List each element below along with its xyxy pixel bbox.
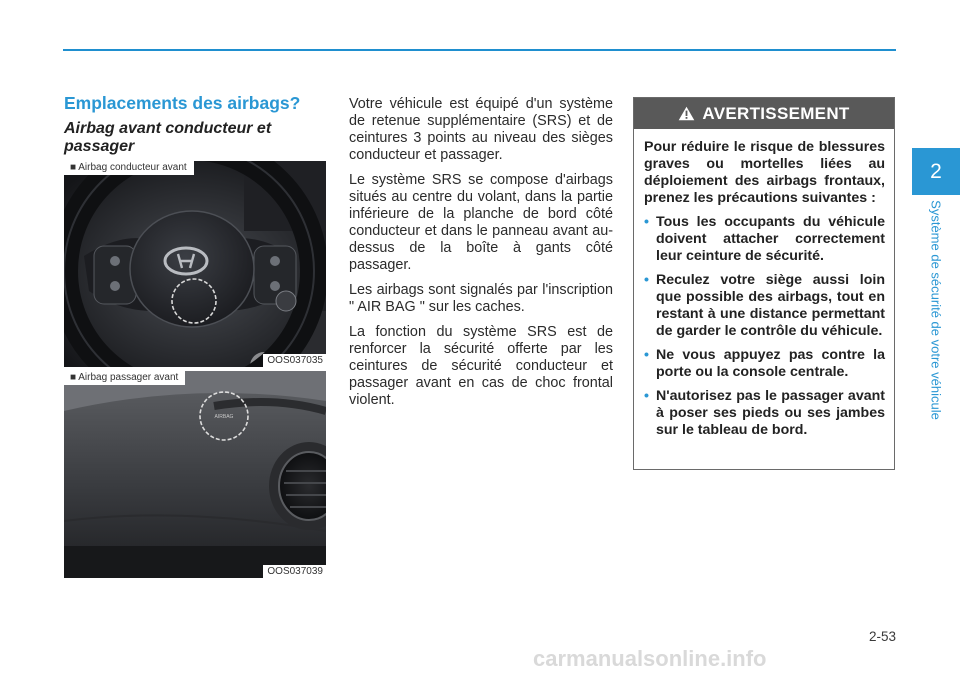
page-number: 2-53 <box>868 629 896 644</box>
figure-code: OOS037035 <box>263 354 326 367</box>
body-paragraph: Votre véhicule est équipé d'un système de retenue supplémentaire (SRS) et de ceintures 3 points au niveau des sièges conducteur et passager. <box>349 96 613 163</box>
driver-airbag-photo <box>64 161 326 367</box>
warning-box <box>633 97 895 470</box>
section-title: Emplacements des airbags? <box>64 93 301 113</box>
body-text <box>349 96 613 417</box>
figure-code: OOS037039 <box>263 565 326 578</box>
subsection-title: Airbag avant conducteur et passager <box>64 120 272 155</box>
airbag-emboss-text: AIRBAG <box>214 414 234 420</box>
body-paragraph: Les airbags sont signalés par l'inscription " AIR BAG " sur les caches. <box>349 282 613 315</box>
bullet-icon: • <box>644 214 649 230</box>
warning-item: • Tous les occupants du véhicule doivent attacher correctement leur ceinture de sécurité. <box>644 214 885 264</box>
bullet-icon: • <box>644 272 649 288</box>
chapter-tab[interactable]: 2 <box>912 148 960 195</box>
chapter-title: Système de sécurité de votre véhicule <box>928 200 944 420</box>
warning-triangle-icon <box>678 106 695 121</box>
warning-item: • N'autorisez pas le passager avant à poser ses pieds ou ses jambes sur le tableau de bord. <box>644 388 885 438</box>
body-paragraph: Le système SRS se compose d'airbags situés au centre du volant, dans la partie inférieure de la planche de bord côté conducteur et dans le panneau avant au-dessus de la boîte à gants côté passager. <box>349 172 613 273</box>
passenger-airbag-photo <box>64 371 326 578</box>
body-paragraph: La fonction du système SRS est de renforcer la sécurité offerte par les ceintures de sécurité conducteur et passager avant en cas de choc frontal violent. <box>349 324 613 408</box>
warning-title: AVERTISSEMENT <box>702 103 850 123</box>
warning-header <box>634 98 894 129</box>
warning-item: • Ne vous appuyez pas contre la porte ou la console centrale. <box>644 347 885 380</box>
warning-intro: Pour réduire le risque de blessures graves ou mortelles liées au déploiement des airbags frontaux, prenez les précautions suivantes : <box>644 139 885 206</box>
warning-list <box>644 214 885 439</box>
bullet-icon: • <box>644 347 649 363</box>
figure-caption: ■ Airbag conducteur avant <box>64 161 194 175</box>
warning-item: • Reculez votre siège aussi loin que possible des airbags, tout en restant à une distance permettant de garder le contrôle du véhicule. <box>644 272 885 339</box>
bullet-icon: • <box>644 388 649 404</box>
top-rule <box>63 49 896 51</box>
figure-caption: ■ Airbag passager avant <box>64 371 185 385</box>
watermark: carmanualsonline.info <box>533 646 767 671</box>
warning-body <box>634 129 894 439</box>
